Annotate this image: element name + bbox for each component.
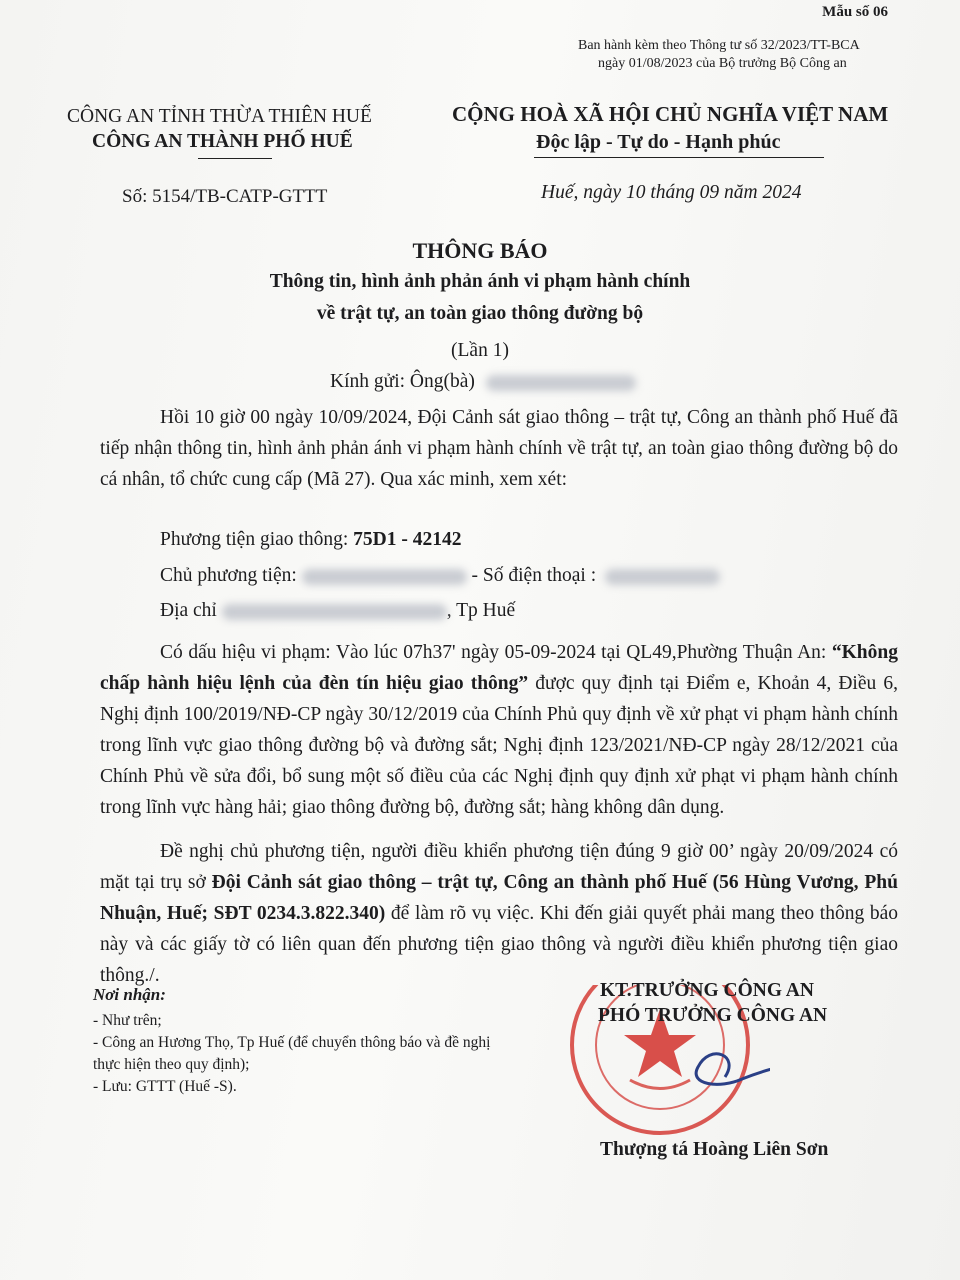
phone-label: - Số điện thoại : — [471, 565, 597, 586]
recipient-label: Kính gửi: Ông(bà) — [330, 371, 475, 392]
owner-line — [160, 565, 720, 587]
vehicle-label: Phương tiện giao thông: — [160, 529, 354, 550]
motto-underline — [534, 157, 824, 158]
document-subtitle-2: về trật tự, an toàn giao thông đường bộ — [316, 303, 644, 324]
issuing-organization: CÔNG AN THÀNH PHỐ HUẾ — [92, 131, 353, 152]
recipient-line — [330, 371, 636, 393]
redacted-phone-number — [605, 569, 720, 585]
address-suffix: , Tp Huế — [446, 600, 516, 621]
country-name: CỘNG HOÀ XÃ HỘI CHỦ NGHĨA VIỆT NAM — [452, 102, 889, 126]
document-subtitle-1: Thông tin, hình ảnh phản ánh vi phạm hành chính — [269, 271, 691, 292]
paragraph-violation — [100, 637, 898, 823]
document-number: Số: 5154/TB-CATP-GTTT — [122, 186, 328, 207]
recipient-item: - Như trên; — [93, 1012, 162, 1029]
place-and-date: Huế, ngày 10 tháng 09 năm 2024 — [541, 182, 802, 203]
violation-name: “Không chấp hành hiệu lệnh của đèn tín hiệu giao thông” — [100, 642, 898, 694]
address-line — [160, 600, 515, 622]
request-office: Đội Cảnh sát giao thông – trật tự, Công an thành phố Huế (56 Hùng Vương, Phú Nhuận, Huế; SĐT 0234.3.822.340) — [100, 872, 898, 924]
violation-text-c: được quy định tại Điểm e, Khoản 4, Điều 6, Nghị định 100/2019/NĐ-CP ngày 30/12/2019 của Chính Phủ quy định về xử phạt vi phạm hành chính trong lĩnh vực giao thông đường bộ và đường sắt; Nghị định 123/2021/NĐ-CP ngày 28/12/2021 của Chính Phủ về sửa đổi, bổ sung một số điều của các Nghị định quy định xử phạt vi phạm hành chính trong lĩnh vực hàng hải; giao thông đường bộ, đường sắt; hàng không dân dụng. — [100, 673, 898, 818]
paragraph-intro-text: Hồi 10 giờ 00 ngày 10/09/2024, Đội Cảnh sát giao thông – trật tự, Công an thành phố Huế đã tiếp nhận thông tin, hình ảnh phản ánh vi phạm hành chính về trật tự, an toàn giao thông đường bộ do cá nhân, tổ chức cung cấp (Mã 27). Qua xác minh, xem xét: — [100, 407, 898, 490]
violation-text-a: Có dấu hiệu vi phạm: Vào lúc 07h37' ngày 05-09-2024 tại QL49,Phường Thuận An: — [160, 642, 832, 663]
recipient-item: - Công an Hương Thọ, Tp Huế (để chuyển thông báo và đề nghị thực hiện theo quy định); — [93, 1034, 491, 1073]
vehicle-line — [160, 529, 461, 551]
signature-title-line-2: PHÓ TRƯỞNG CÔNG AN — [598, 1005, 828, 1026]
redacted-recipient-name — [486, 375, 636, 391]
redacted-owner-name — [302, 569, 467, 585]
request-text-a: Đề nghị chủ phương tiện, người điều khiển phương tiện đúng 9 giờ 00’ ngày 20/09/2024 có mặt tại trụ sở — [100, 841, 898, 893]
signature-icon — [696, 1054, 770, 1085]
notice-count: (Lần 1) — [451, 340, 509, 361]
national-motto: Độc lập - Tự do - Hạnh phúc — [536, 131, 781, 153]
request-text-c: để làm rõ vụ việc. Khi đến giải quyết phải mang theo thông báo này và các giấy tờ có liên quan đến phương tiện giao thông và người điều khiển phương tiện giao thông./. — [100, 903, 898, 986]
parent-organization: CÔNG AN TỈNH THỪA THIÊN HUẾ — [67, 106, 372, 127]
document-title: THÔNG BÁO — [412, 238, 548, 263]
signer-name: Thượng tá Hoàng Liên Sơn — [600, 1139, 829, 1160]
recipients-title: Nơi nhận: — [93, 985, 166, 1004]
recipient-item: - Lưu: GTTT (Huế -S). — [93, 1078, 237, 1095]
paragraph-request — [100, 836, 898, 991]
issued-note-line-2: ngày 01/08/2023 của Bộ trưởng Bộ Công an — [598, 56, 847, 71]
address-label: Địa chỉ — [160, 600, 217, 621]
organization-underline — [198, 158, 272, 159]
vehicle-plate: 75D1 - 42142 — [353, 529, 462, 550]
paragraph-intro — [100, 402, 898, 495]
signature-title-line-1: KT.TRƯỞNG CÔNG AN — [600, 980, 814, 1001]
redacted-address — [222, 604, 447, 620]
owner-label: Chủ phương tiện: — [160, 565, 297, 586]
issued-note-line-1: Ban hành kèm theo Thông tư số 32/2023/TT-BCA — [578, 38, 860, 53]
form-number: Mẫu số 06 — [822, 4, 888, 20]
